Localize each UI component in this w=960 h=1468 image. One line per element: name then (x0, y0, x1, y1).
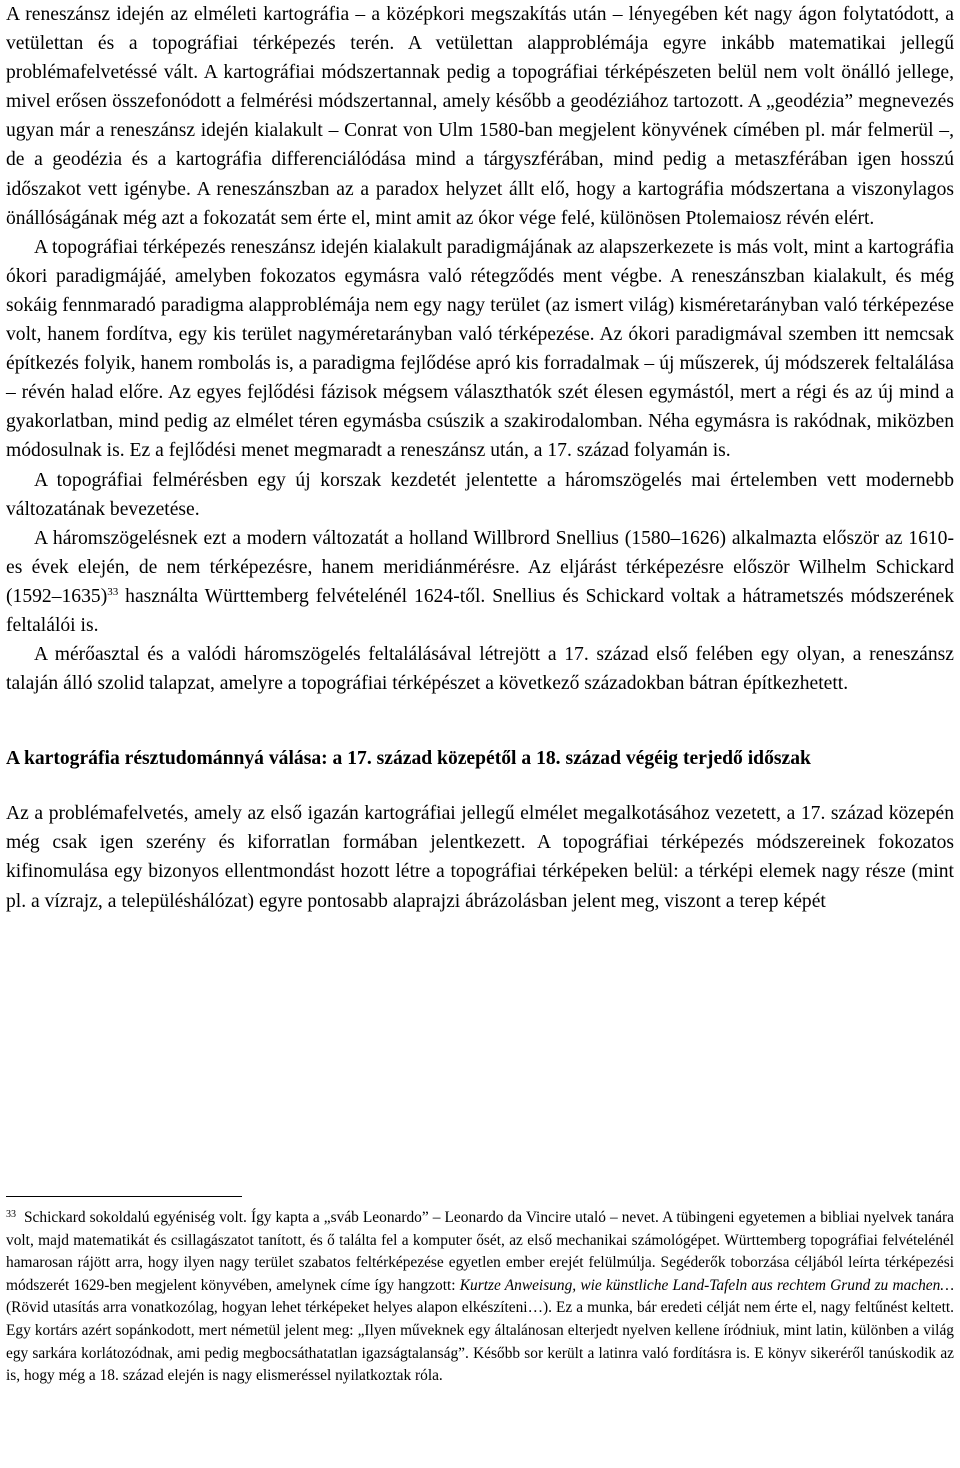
footnote-book-title: Kurtze Anweisung, wie künstliche Land-Tafeln aus rechtem Grund zu machen… (459, 1276, 954, 1294)
paragraph-topographic-paradigm: A topográfiai térképezés reneszánsz idején kialakult paradigmájának az alapszerkezete is más volt, mint a kartográfia ókori paradigmájáé, amelyben fokozatos egymásra való rétegződés ment végbe. A reneszánszban kialakult, és még sokáig fennmaradó paradigma alapproblémája nem egy nagy terület (az ismert világ) kisméretarányban való térképezése volt, hanem fordítva, egy kis terület nagyméretarányban való térképezése. Az ókori paradigmával szemben itt nemcsak építkezés folyik, hanem rombolás is, a paradigma fejlődése apró kis forradalmak – új műszerek, új módszerek feltalálása – révén halad előre. Az egyes fejlődési fázisok mégsem választhatók szét élesen egymástól, mert a régi és az új mind a gyakorlatban, mind pedig az elmélet téren egymásba csúszik a szakirodalomban. Néha egymásra is rakódnak, miközben módosulnak is. Ez a fejlődési menet megmaradt a reneszánsz után, a 17. század folyamán is. (6, 236, 954, 462)
footnote-number: 33 (6, 1209, 16, 1220)
paragraph-snellius-schickard (6, 524, 954, 640)
body-text (6, 0, 954, 698)
footnote-text-1: Schickard sokoldalú egyéniség volt. Így kapta a „sváb Leonardo” – Leonardo da Vincire utaló – nevet. A tübingeni egyetemen a bibliai nyelvek tanára volt, majd matematikát és csillagászatot tanított, és ő találta fel a komputer ősét, az első mechanikai számológépet. Württemberg topográfiai felvételénél hamarosan rájött arra, hogy ilyen nagy terület szabatos feltérképezése egyetlen ember erejét felülmúlja. Segéderők toborzása céljából leírta térképezési módszerét 1629-ben megjelent könyvében, amelynek címe így hangzott: (6, 1209, 954, 1294)
paragraph-renaissance-cartography: A reneszánsz idején az elméleti kartográfia – a középkori megszakítás után – lényegében két nagy ágon folytatódott, a vetülettan és a topográfiai térképezés terén. A vetülettan alapproblémája egyre inkább matematikai jellegű problémafelvetéssé vált. A kartográfiai módszertannak pedig a topográfiai térképészeten belül nem volt önálló jellege, mivel erősen összefonódott a felmérési módszertannal, amely később a geodéziához tartozott. A „geodézia” megnevezés ugyan már a reneszánsz idején kialakult – Conrat von Ulm 1580-ban megjelent könyvének címében pl. már felmerül –, de a geodézia és a kartográfia differenciálódása mind a tárgyszférában, mind pedig a metaszférában igen hosszú időszakot vett igénybe. A reneszánszban az a paradox helyzet állt elő, hogy a kartográfia módszertana a viszonylagos önállóságának még azt a fokozatát sem érte el, mint amit az ókor vége felé, különösen Ptolemaiosz révén elért. (6, 4, 954, 229)
footnote-33 (6, 1207, 954, 1388)
footnote-text-2: (Rövid utasítás arra vonatkozólag, hogyan lehet térképeket helyes alapon elkészíteni…). Ez a munka, bár eredeti célját nem érte el, nagy feltűnést keltett. Egy kortárs azért sopánkodott, mert németül jelent meg: „Ilyen műveknek egy általánosan elterjedt nyelven kellene íródniuk, mint latin, különben a világ egy sarkára korlátozódnak, ami pedig megbocsáthatatlan igazságtalanság”. Később sor került a latinra való fordításra is. E könyv sikeréről tanúskodik az is, hogy még a 18. század elején is nagy elismeréssel nyilatkoztak róla. (6, 1299, 954, 1385)
paragraph-triangulation-intro: A topográfiai felmérésben egy új korszak kezdetét jelentette a háromszögelés mai értelemben vett modernebb változatának bevezetése. (6, 469, 954, 520)
section-body (6, 799, 954, 915)
paragraph-plane-table: A mérőasztal és a valódi háromszögelés feltalálásával létrejött a 17. század első felében egy olyan, a reneszánsz talaján álló szolid talapzat, amelyre a topográfiai térképészet a következő századokban bátran építkezhetett. (6, 644, 954, 695)
footnote-separator (6, 1196, 242, 1197)
footnote-reference-33[interactable]: 33 (107, 585, 119, 598)
section-paragraph: Az a problémafelvetés, amely az első igazán kartográfiai jellegű elmélet megalkotásához vezetett, a 17. század közepén még csak igen szerény és kiforratlan formában jelentkezett. A topográfiai térképezés módszereinek fokozatos kifinomulása egy bizonyos ellentmondást hozott létre a topográfiai térképeken belül: a térképi elemek nagy része (mint pl. a vízrajz, a településhálózat) egyre pontosabb alaprajzi ábrázolásban jelent meg, viszont a terep képét (6, 803, 954, 912)
paragraph-snellius-text-2: használta Württemberg felvételénél 1624-től. Snellius és Schickard voltak a hátrametszés módszerének feltalálói is. (6, 585, 954, 636)
paragraph-snellius-text-1: A háromszögelésnek ezt a modern változatát a holland Willbrord Snellius (1580–1626) alkalmazta először az 1610-es évek elején, de nem térképezésre, hanem meridiánmérésre. Az eljárást térképezésre először Wilhelm Schickard (1592–1635) (6, 527, 954, 607)
section-heading: A kartográfia résztudománnyá válása: a 17. század közepétől a 18. század végéig terjedő időszak (6, 748, 811, 770)
